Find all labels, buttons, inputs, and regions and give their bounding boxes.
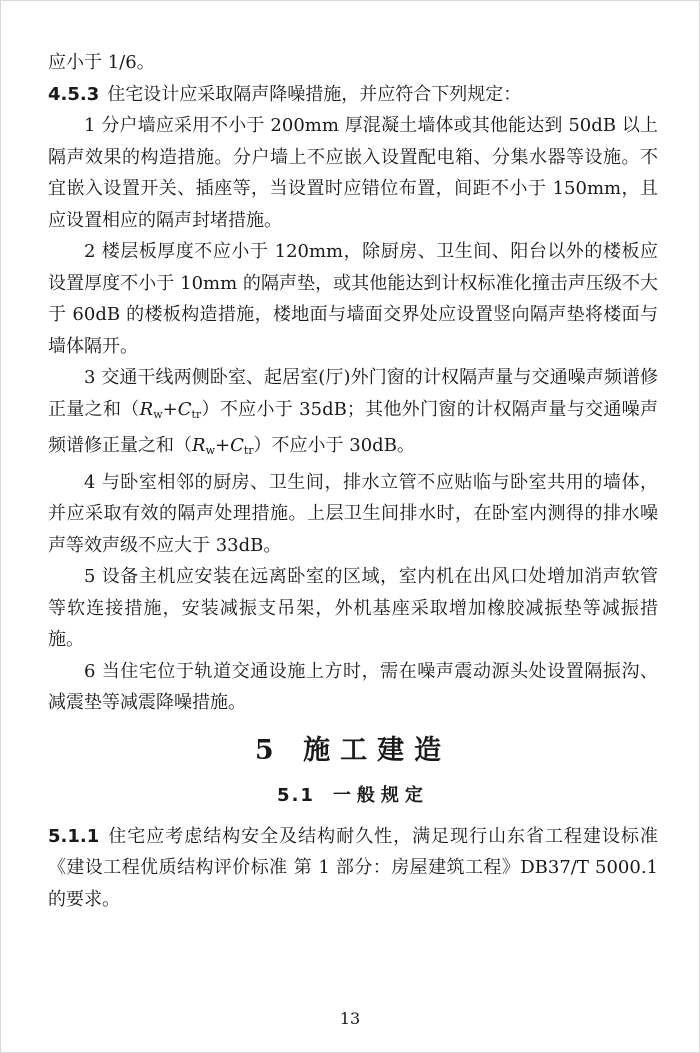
list-item: 6 当住宅位于轨道交通设施上方时，需在噪声震动源头处设置隔振沟、减震垫等减震降噪措施。 — [48, 660, 658, 713]
symbol-c-sub: tr — [191, 407, 202, 421]
page-number: 13 — [339, 1009, 361, 1028]
plus-sign: + — [162, 398, 178, 420]
symbol-c: C — [177, 398, 192, 420]
clause-number: 4.5.3 — [48, 83, 100, 105]
section-number: 5.1 — [277, 784, 315, 806]
symbol-r: R — [192, 435, 206, 456]
lead-text: 应小于 1/6。 — [48, 52, 155, 73]
clause-number: 5.1.1 — [48, 825, 100, 847]
symbol-c-sub: tr — [243, 444, 254, 457]
list-item: 1 分户墙应采用不小于 200mm 厚混凝土墙体或其他能达到 50dB 以上隔声效果的构造措施。分户墙上不应嵌入设置配电箱、分集水器等设施。不宜嵌入设置开关、插座等，当设置时应错位布置，间距不小于 150mm，且应设置相应的隔声封堵措施。 — [48, 115, 658, 231]
list-item: 4 与卧室相邻的厨房、卫生间，排水立管不应贴临与卧室共用的墙体，并应采取有效的隔声处理措施。上层卫生间排水时，在卧室内测得的排水噪声等效声级不应大于 33dB。 — [48, 471, 658, 556]
chapter-heading — [48, 731, 658, 771]
document-body — [48, 47, 658, 915]
list-item-3 — [48, 362, 658, 467]
section-heading — [48, 781, 658, 811]
list-item: 2 楼层板厚度不应小于 120mm，除厨房、卫生间、阳台以外的楼板应设置厚度不小于 10mm 的隔声垫，或其他能达到计权标准化撞击声压级不大于 60dB 的楼板构造措施，楼地面与墙面交界处应设置竖向隔声垫将楼面与墙体隔开。 — [48, 241, 658, 357]
symbol-c: C — [230, 435, 244, 456]
symbol-r: R — [139, 398, 154, 420]
section-title: 一般规定 — [332, 784, 429, 806]
clause-text: 住宅应考虑结构安全及结构耐久性，满足现行山东省工程建设标准《建设工程优质结构评价标准 第 1 部分：房屋建筑工程》DB37/T 5000.1 的要求。 — [48, 825, 658, 910]
clause-4-5-3 — [48, 79, 658, 111]
list-item: 5 设备主机应安装在远离卧室的区域，室内机在出风口处增加消声软管等软连接措施，安装减振支吊架，外机基座采取增加橡胶减振垫等减振措施。 — [48, 566, 658, 650]
item3-part-c: ）不应小于 30dB。 — [253, 435, 415, 456]
plus-sign: + — [214, 435, 231, 456]
chapter-title: 施工建造 — [303, 734, 452, 766]
item3-part-a: 3 交通干线两侧卧室、起居室(厅)外门窗的计权隔声量与交通噪声频谱修正量之和（ — [48, 367, 658, 420]
symbol-r-sub: w — [153, 407, 163, 421]
symbol-r-sub: w — [205, 444, 215, 457]
chapter-number: 5 — [254, 734, 284, 766]
clause-5-1-1 — [48, 821, 658, 916]
item3-part-b: ）不应小于 35dB；其他外门窗的计权隔声量与交通噪声频谱修正量之和（ — [48, 398, 659, 456]
clause-text: 住宅设计应采取隔声降噪措施，并应符合下列规定： — [107, 83, 522, 105]
